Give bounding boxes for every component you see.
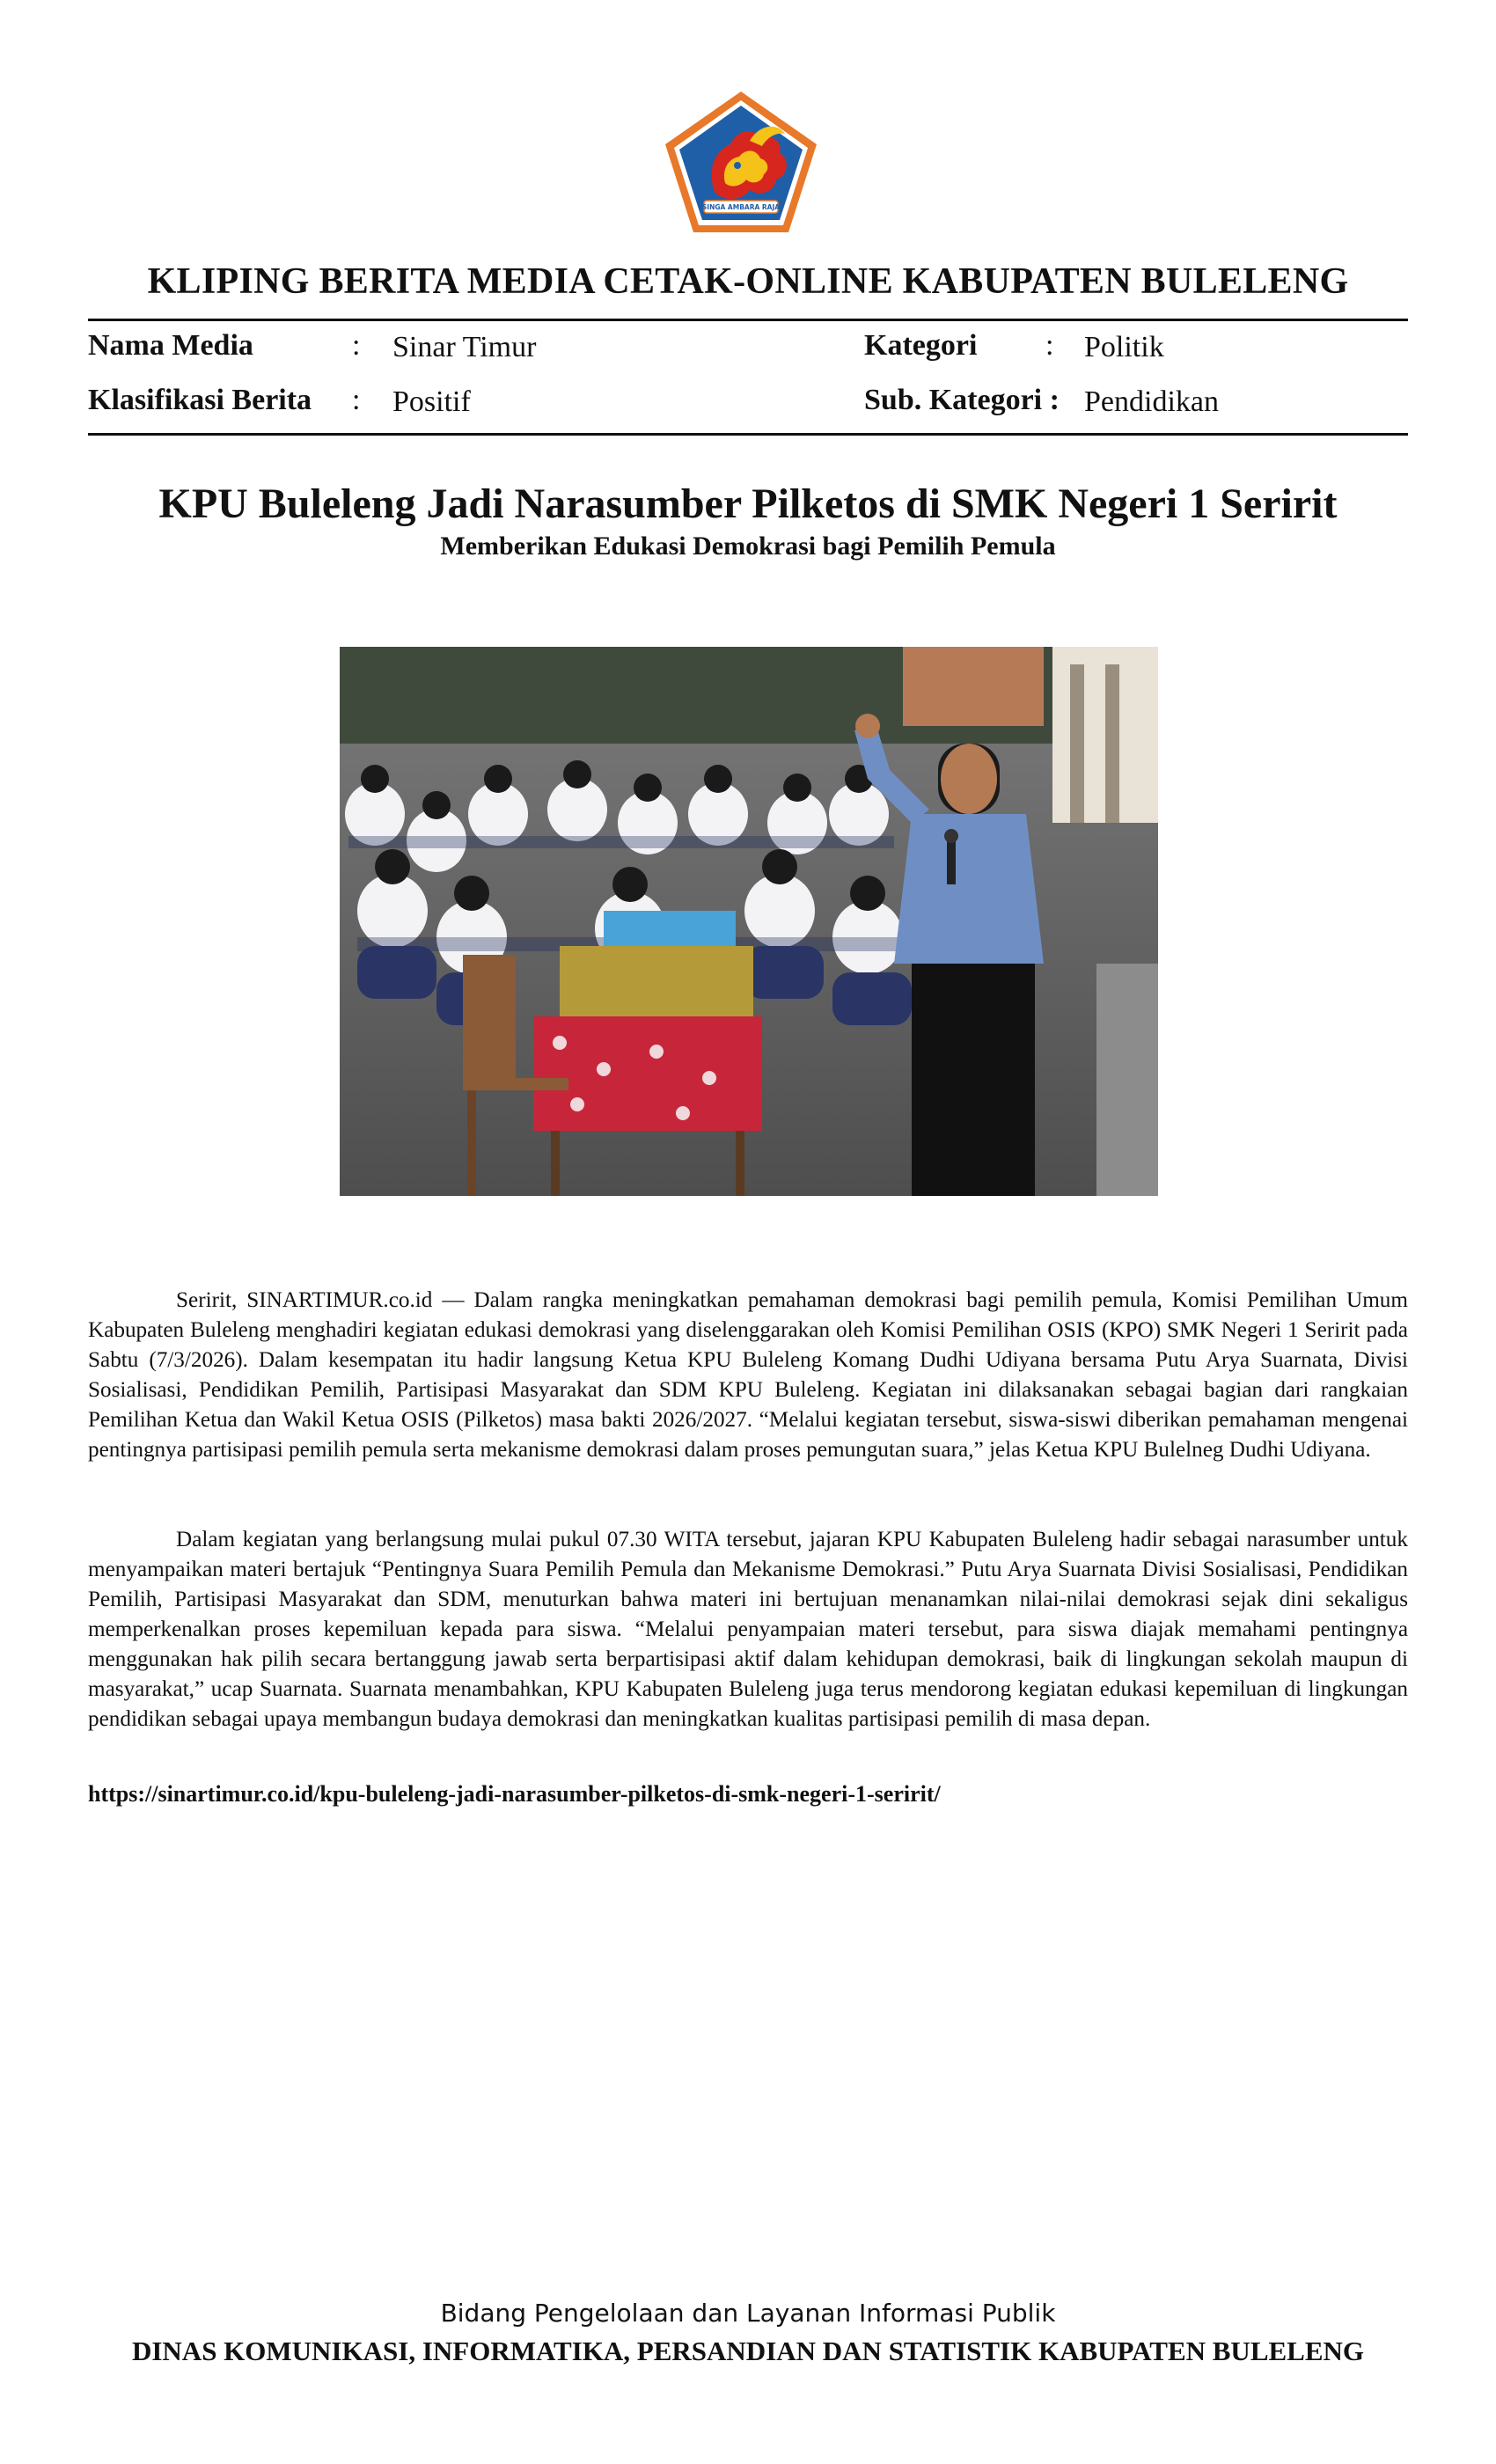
document-title: KLIPING BERITA MEDIA CETAK-ONLINE KABUPATEN BULELENG — [147, 261, 1349, 302]
article-paragraph-1: Seririt, SINARTIMUR.co.id — Dalam rangka meningkatkan pemahaman demokrasi bagi pemilih pemula, Komisi Pemilihan Umum Kabupaten Buleleng menghadiri kegiatan edukasi demokrasi yang diselenggarakan oleh Komisi Pemilihan OSIS (KPO) SMK Negeri 1 Seririt pada Sabtu (7/3/2026). Dalam kesempatan itu hadir langsung Ketua KPU Buleleng Komang Dudhi Udiyana bersama Putu Arya Suarnata, Divisi Sosialisasi, Pendidikan Pemilih, Partisipasi Masyarakat dan SDM KPU Buleleng. Kegiatan ini dilaksanakan sebagai bagian dari rangkaian Pemilihan Ketua dan Wakil Ketua OSIS (Pilketos) masa bakti 2026/2027. “Melalui kegiatan tersebut, siswa-siswi diberikan pemahaman mengenai pentingnya partisipasi pemilih pemula serta mekanisme demokrasi dalam proses pemungutan suara,” jelas Ketua KPU Bulelneg Dudhi Udiyana. — [88, 1288, 1408, 1462]
footer-agency: DINAS KOMUNIKASI, INFORMATIKA, PERSANDIAN DAN STATISTIK KABUPATEN BULELENG — [131, 2336, 1365, 2366]
subcategory-label: Sub. Kategori : — [864, 384, 1060, 416]
media-value: Sinar Timur — [392, 331, 537, 363]
media-label: Nama Media — [88, 329, 253, 362]
buleleng-regency-logo — [662, 88, 820, 236]
logo-caption: SINGA AMBARA RAJA — [701, 203, 781, 211]
article-headline: KPU Buleleng Jadi Narasumber Pilketos di SMK Negeri 1 Seririt — [158, 480, 1338, 527]
category-label: Kategori — [864, 329, 978, 362]
category-colon: : — [1045, 329, 1054, 362]
article-photo — [340, 647, 1158, 1196]
bottom-divider — [88, 433, 1408, 436]
article-subheadline: Memberikan Edukasi Demokrasi bagi Pemilih Pemula — [440, 532, 1056, 561]
media-colon: : — [352, 329, 361, 362]
top-divider — [88, 319, 1408, 321]
category-value: Politik — [1084, 331, 1164, 363]
footer-division: Bidang Pengelolaan dan Layanan Informasi Publik — [440, 2299, 1056, 2328]
classification-colon: : — [352, 384, 361, 416]
classification-value: Positif — [392, 385, 471, 418]
article-paragraph-2: Dalam kegiatan yang berlangsung mulai pukul 07.30 WITA tersebut, jajaran KPU Kabupaten Buleleng hadir sebagai narasumber untuk menyampaikan materi bertajuk “Pentingnya Suara Pemilih Pemula dan Mekanisme Demokrasi.” Putu Arya Suarnata Divisi Sosialisasi, Pendidikan Pemilih, Partisipasi Masyarakat dan SDM, menuturkan bahwa materi ini bertujuan menanamkan nilai-nilai demokrasi sejak dini sekaligus memperkenalkan proses kepemiluan kepada para siswa. “Melalui penyampaian materi tersebut, para siswa diajak memahami pentingnya menggunakan hak pilih secara bertanggung jawab serta berpartisipasi aktif dalam kehidupan demokrasi, baik di lingkungan sekolah maupun di masyarakat,” ucap Suarnata. Suarnata menambahkan, KPU Kabupaten Buleleng juga terus mendorong kegiatan edukasi kepemiluan di lingkungan pendidikan sebagai upaya membangun budaya demokrasi dan meningkatkan kualitas partisipasi pemilih di masa depan. — [88, 1528, 1408, 1731]
source-link[interactable]: https://sinartimur.co.id/kpu-buleleng-jadi-narasumber-pilketos-di-smk-negeri-1-seririt/ — [88, 1781, 941, 1807]
classification-label: Klasifikasi Berita — [88, 384, 312, 416]
subcategory-value: Pendidikan — [1084, 385, 1219, 418]
